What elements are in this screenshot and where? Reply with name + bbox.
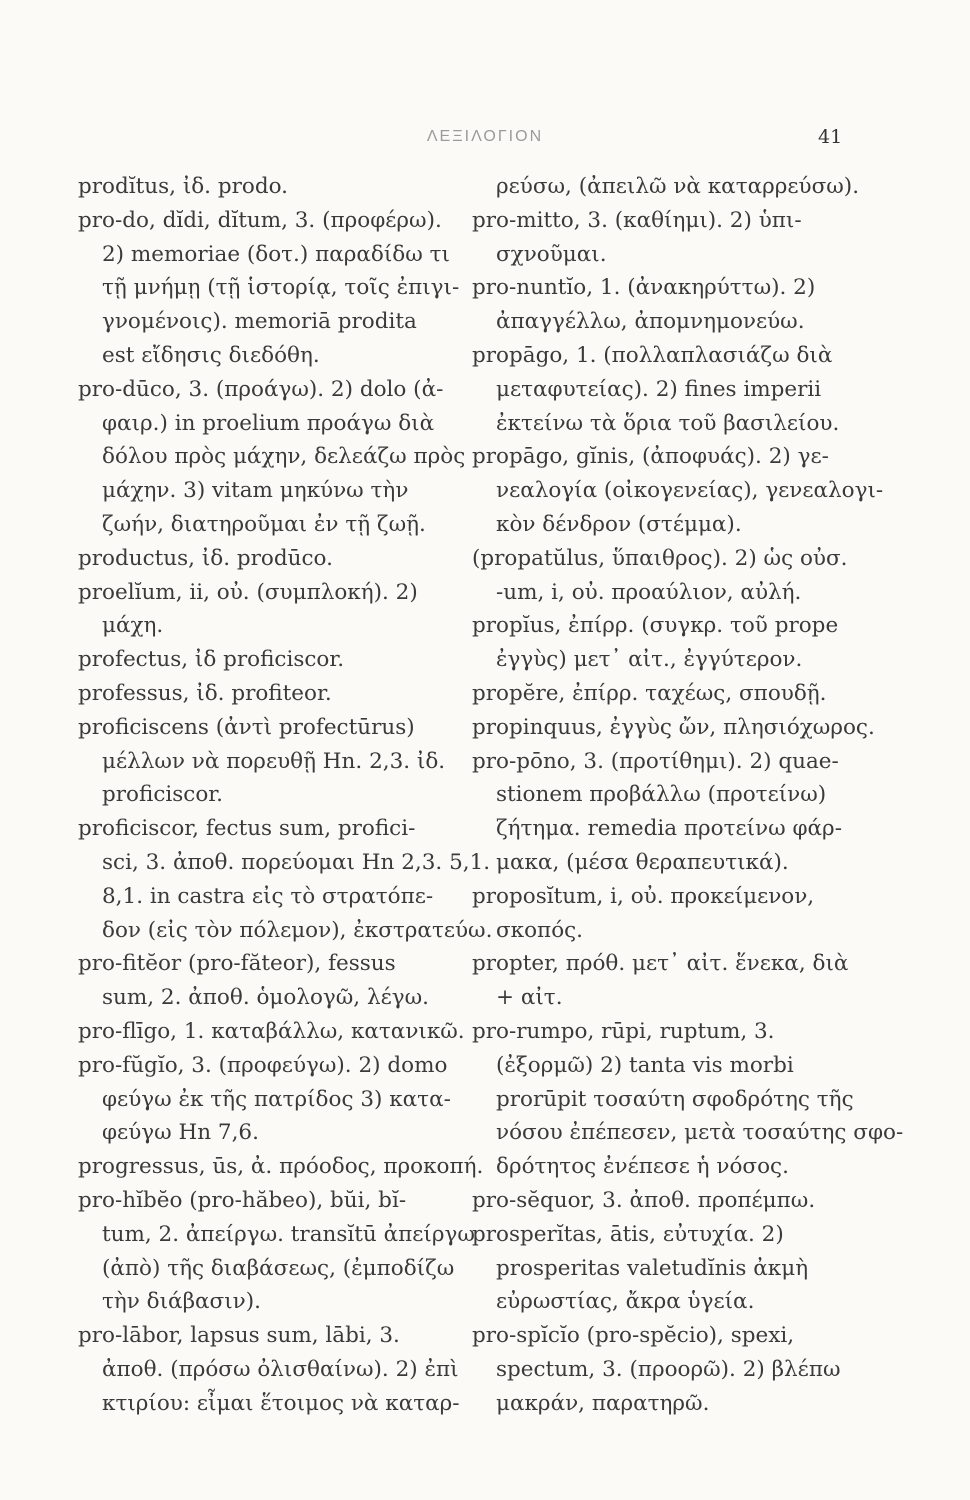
dictionary-line: propāgo, 1. (πολλαπλασιάζω διὰ xyxy=(472,342,833,368)
dictionary-line: μακα, (μέσα θεραπευτικά). xyxy=(496,849,789,875)
dictionary-line: est εἴδησις διεδόθη. xyxy=(102,342,320,368)
dictionary-line: pro-lābor, lapsus sum, lābi, 3. xyxy=(78,1323,400,1349)
dictionary-line: τῇ μνήμῃ (τῇ ἱστορίᾳ, τοῖς ἐπιγι- xyxy=(102,275,460,301)
dictionary-line: ζωήν, διατηροῦμαι ἐν τῇ ζωῇ. xyxy=(102,511,426,537)
dictionary-line: μάχη. xyxy=(102,613,164,639)
dictionary-line: δον (εἰς τὸν πόλεμον), ἐκστρατεύω. xyxy=(102,917,493,943)
dictionary-line: κτιρίου: εἶμαι ἕτοιμος νὰ καταρ- xyxy=(102,1390,460,1416)
dictionary-line: pro-rumpo, rūpi, ruptum, 3. xyxy=(472,1018,775,1044)
dictionary-line: pro-hĭbĕo (pro-hăbeo), bŭi, bĭ- xyxy=(78,1187,407,1213)
dictionary-line: proficiscor, fectus sum, profici- xyxy=(78,816,416,842)
dictionary-line: prosperitas valetudĭnis ἀκμὴ xyxy=(496,1255,809,1281)
dictionary-line: νόσου ἐπέπεσεν, μετὰ τοσαύτης σφο- xyxy=(496,1120,904,1146)
dictionary-line: κὸν δένδρον (στέμμα). xyxy=(496,511,742,537)
dictionary-line: pro-dūco, 3. (προάγω). 2) dolo (ἀ- xyxy=(78,376,444,402)
dictionary-line: φεύγω Hn 7,6. xyxy=(102,1120,259,1146)
right-column xyxy=(472,170,904,1420)
dictionary-line: proficiscens (ἀντὶ profectūrus) xyxy=(78,714,415,740)
dictionary-line: propinquus, ἐγγὺς ὤν, πλησιόχωρος. xyxy=(472,714,875,740)
dictionary-line: proficiscor. xyxy=(102,782,224,808)
dictionary-line: σκοπός. xyxy=(496,917,584,943)
dictionary-line: profectus, ἰδ proficiscor. xyxy=(78,647,345,673)
dictionary-line: φαιρ.) in proelium προάγω διὰ xyxy=(102,410,435,436)
dictionary-line: pro-nuntĭo, 1. (ἀνακηρύττω). 2) xyxy=(472,275,816,301)
dictionary-line: + αἰτ. xyxy=(496,985,563,1011)
dictionary-line: progressus, ūs, ἀ. πρόοδος, προκοπή. xyxy=(78,1154,484,1180)
dictionary-line: μεταφυτείας). 2) fines imperii xyxy=(496,376,822,402)
dictionary-line: 8,1. in castra εἰς τὸ στρατόπε- xyxy=(102,883,434,909)
dictionary-line: ἀποθ. (πρόσω ὀλισθαίνω). 2) ἐπὶ xyxy=(102,1356,459,1382)
dictionary-line: pro-fitĕor (pro-făteor), fessus xyxy=(78,951,396,977)
dictionary-line: γνομένοις). memoriā prodita xyxy=(102,309,417,335)
dictionary-line: ρεύσω, (ἀπειλῶ νὰ καταρρεύσω). xyxy=(496,174,860,199)
dictionary-line: propāgo, gĭnis, (ἀποφυάς). 2) γε- xyxy=(472,444,829,470)
dictionary-line: (ἀπὸ) τῆς διαβάσεως, (ἐμποδίζω xyxy=(102,1255,455,1281)
left-column xyxy=(78,170,493,1420)
dictionary-line: sum, 2. ἀποθ. ὁμολογῶ, λέγω. xyxy=(102,985,429,1011)
dictionary-line: ἐγγὺς) μετ᾽ αἰτ., ἐγγύτερον. xyxy=(496,647,803,673)
dictionary-line: productus, ἰδ. prodūco. xyxy=(78,545,333,571)
dictionary-line: propĭus, ἐπίρρ. (συγκρ. τοῦ prope xyxy=(472,613,839,639)
dictionary-line: μακράν, παρατηρῶ. xyxy=(496,1390,710,1416)
dictionary-line: δόλου πρὸς μάχην, δελεάζω πρὸς xyxy=(102,444,466,470)
dictionary-line: pro-flīgo, 1. καταβάλλω, κατανικῶ. xyxy=(78,1018,465,1044)
dictionary-line: pro-spĭcĭo (pro-spĕcio), spexi, xyxy=(472,1323,795,1349)
running-title: ΛΕΞΙΛΟΓΙΟΝ xyxy=(426,128,544,145)
page-number: 41 xyxy=(818,126,843,148)
dictionary-line: pro-mitto, 3. (καθίημι). 2) ὑπι- xyxy=(472,207,802,233)
dictionary-line: pro-fŭgĭo, 3. (προφεύγω). 2) domo xyxy=(78,1052,448,1078)
dictionary-line: pro-sĕquor, 3. ἀποθ. προπέμπω. xyxy=(472,1187,816,1213)
dictionary-line: proposĭtum, i, οὐ. προκείμενον, xyxy=(472,883,815,909)
dictionary-line: proelĭum, ii, οὐ. (συμπλοκή). 2) xyxy=(78,579,418,605)
dictionary-line: μάχην. 3) vitam μηκύνω τὴν xyxy=(102,478,409,504)
dictionary-line: μέλλων νὰ πορευθῇ Hn. 2,3. ἰδ. xyxy=(102,748,446,774)
dictionary-line: τὴν διάβασιν). xyxy=(102,1289,261,1315)
dictionary-line: 2) memoriae (δοτ.) παραδίδω τι xyxy=(102,241,450,267)
dictionary-line: (ἐξορμῶ) 2) tanta vis morbi xyxy=(496,1052,794,1078)
dictionary-line: ἐκτείνω τὰ ὅρια τοῦ βασιλείου. xyxy=(496,410,840,436)
dictionary-line: ἀπαγγέλλω, ἀπομνημονεύω. xyxy=(496,309,805,335)
dictionary-line: σχνοῦμαι. xyxy=(496,241,607,267)
dictionary-line: δρότητος ἐνέπεσε ἡ νόσος. xyxy=(496,1154,789,1180)
dictionary-line: -um, i, οὐ. προαύλιον, αὐλή. xyxy=(496,579,802,605)
dictionary-line: professus, ἰδ. profiteor. xyxy=(78,680,332,706)
dictionary-line: sci, 3. ἀποθ. πορεύομαι Hn 2,3. 5,1. xyxy=(102,849,491,875)
dictionary-line: spectum, 3. (προορῶ). 2) βλέπω xyxy=(496,1356,841,1382)
dictionary-line: νεαλογία (οἰκογενείας), γενεαλογι- xyxy=(496,478,884,504)
dictionary-line: propter, πρόθ. μετ᾽ αἰτ. ἕνεκα, διὰ xyxy=(472,951,849,977)
dictionary-line: stionem προβάλλω (προτείνω) xyxy=(496,782,827,808)
dictionary-line: (propatŭlus, ὕπαιθρος). 2) ὡς οὐσ. xyxy=(472,545,848,571)
dictionary-line: pro-do, dĭdi, dĭtum, 3. (προφέρω). xyxy=(78,207,442,233)
dictionary-line: pro-pōno, 3. (προτίθημι). 2) quae- xyxy=(472,748,839,774)
dictionary-line: φεύγω ἐκ τῆς πατρίδος 3) κατα- xyxy=(102,1086,451,1112)
dictionary-line: prosperĭtas, ātis, εὐτυχία. 2) xyxy=(472,1221,784,1247)
dictionary-line: tum, 2. ἀπείργω. transĭtū ἀπείργω xyxy=(102,1221,475,1247)
dictionary-line: εὐρωστίας, ἄκρα ὑγεία. xyxy=(496,1289,755,1315)
dictionary-line: prorūpit τοσαύτη σφοδρότης τῆς xyxy=(496,1086,854,1112)
dictionary-line: propĕre, ἐπίρρ. ταχέως, σπουδῇ. xyxy=(472,680,827,706)
dictionary-line: ζήτημα. remedia προτείνω φάρ- xyxy=(496,816,842,842)
dictionary-line: prodĭtus, ἰδ. prodo. xyxy=(78,174,289,199)
